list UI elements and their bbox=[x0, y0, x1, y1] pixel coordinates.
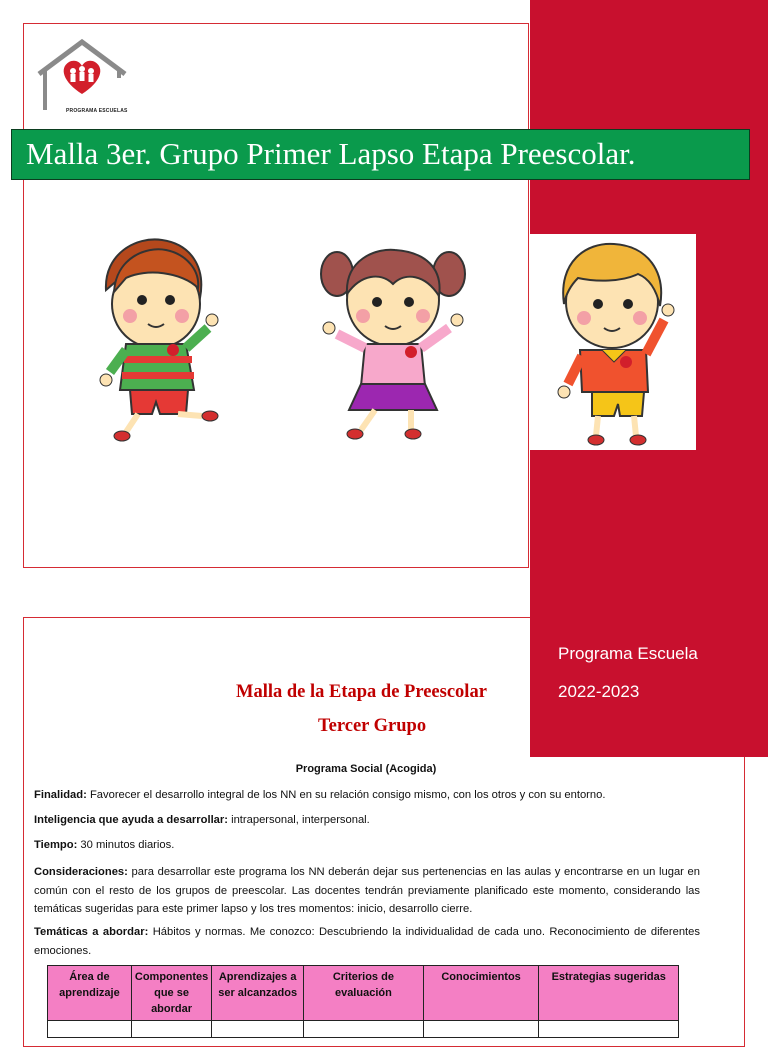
tematicas-text: Hábitos y normas. Me conozco: Descubriendo la individualidad de cada uno. Reconocimiento de diferentes emociones. bbox=[34, 926, 700, 957]
girl-pink-jacket-illustration bbox=[315, 244, 471, 444]
finalidad-label: Finalidad: bbox=[34, 789, 87, 801]
table-header-cell: Estrategias sugeridas bbox=[539, 966, 679, 1021]
cover-title-bar bbox=[11, 129, 750, 180]
table-cell bbox=[131, 1021, 211, 1038]
consideraciones-paragraph bbox=[34, 863, 700, 919]
document-heading: Malla de la Etapa de Preescolar bbox=[236, 682, 487, 702]
consideraciones-text: para desarrollar este programa los NN deberán dejar sus pertenencias en las aulas y encontrarse en un lugar en común con el resto de los grupos de preescolar. Las docentes tendrán previamente planificado este momento, considerando las temáticas sugeridas para este primer lapso y los tres momentos: inicio, desarrollo cierre. bbox=[34, 866, 700, 915]
program-label: Programa Escuela bbox=[558, 644, 698, 663]
inteligencia-label: Inteligencia que ayuda a desarrollar: bbox=[34, 814, 228, 826]
consideraciones-label: Consideraciones: bbox=[34, 866, 128, 878]
section-title: Programa Social (Acogida) bbox=[295, 763, 437, 775]
cover-title: Malla 3er. Grupo Primer Lapso Etapa Preescolar. bbox=[26, 136, 636, 171]
table-header-cell: Área de aprendizaje bbox=[48, 966, 132, 1021]
table-header-cell: Componentes que se abordar bbox=[131, 966, 211, 1021]
table-header-cell: Aprendizajes a ser alcanzados bbox=[212, 966, 304, 1021]
tematicas-paragraph bbox=[34, 923, 700, 960]
table-cell bbox=[304, 1021, 424, 1038]
table-header-row bbox=[48, 966, 679, 1021]
tiempo-paragraph bbox=[34, 836, 700, 855]
inteligencia-paragraph bbox=[34, 811, 700, 830]
logo-caption: PROGRAMA ESCUELAS bbox=[66, 108, 128, 114]
boy-green-shirt-illustration bbox=[96, 232, 226, 446]
finalidad-paragraph bbox=[34, 786, 700, 805]
table-cell bbox=[539, 1021, 679, 1038]
inteligencia-text: intrapersonal, interpersonal. bbox=[227, 814, 370, 826]
table-cell bbox=[212, 1021, 304, 1038]
finalidad-text: Favorecer el desarrollo integral de los NN en su relación consigo mismo, con los otros y con su entorno. bbox=[86, 789, 606, 801]
table-header-cell: Criterios de evaluación bbox=[304, 966, 424, 1021]
table-header-cell: Conocimientos bbox=[423, 966, 539, 1021]
table-cell bbox=[423, 1021, 539, 1038]
tematicas-label: Temáticas a abordar: bbox=[34, 926, 149, 938]
boy-red-shirt-illustration bbox=[552, 238, 682, 450]
document-subheading: Tercer Grupo bbox=[318, 716, 427, 736]
table-row bbox=[48, 1021, 679, 1038]
tiempo-text: 30 minutos diarios. bbox=[77, 839, 175, 851]
school-year-label: 2022-2023 bbox=[558, 682, 640, 701]
curriculum-table bbox=[47, 965, 679, 1038]
tiempo-label: Tiempo: bbox=[34, 839, 78, 851]
table-cell bbox=[48, 1021, 132, 1038]
